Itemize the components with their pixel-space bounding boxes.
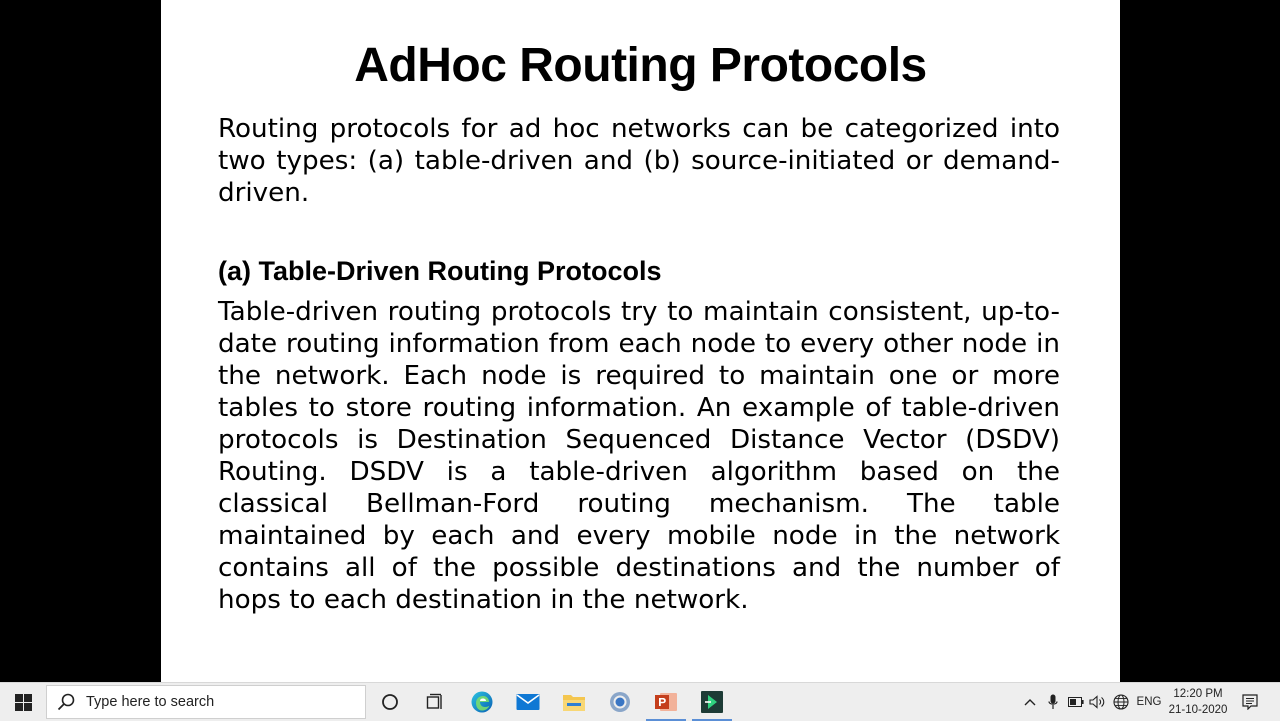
cortana-button[interactable] — [367, 683, 413, 721]
chrome-icon — [609, 691, 631, 713]
slide-intro-paragraph: Routing protocols for ad hoc networks can be categorized into two types: (a) table-driven and (b) source-initiated or demand-driven. — [218, 114, 1060, 208]
show-hidden-icons-button[interactable] — [1020, 683, 1040, 721]
mail-button[interactable] — [505, 683, 551, 721]
search-input[interactable] — [84, 693, 348, 711]
powerpoint-icon — [654, 691, 678, 713]
task-view-button[interactable] — [412, 683, 458, 721]
section-body-paragraph: Table-driven routing protocols try to maintain consistent, up-to-date routing information from each node to every other node in the network. Each node is required to maintain one or more tables to store routing information. An example of table-driven protocols is Destination Sequenced Distance Vector (DSDV) Routing. DSDV is a table-driven algorithm based on the classical Bellman-Ford routing mechanism. The table maintained by each and every mobile node in the network contains all of the possible destinations and the number of hops to each destination in the network. — [218, 297, 1060, 615]
slide — [161, 0, 1120, 682]
edge-icon — [470, 690, 494, 714]
notification-icon — [1242, 694, 1258, 710]
chrome-button[interactable] — [597, 683, 643, 721]
taskbar-search[interactable] — [46, 685, 366, 719]
clock[interactable] — [1164, 686, 1232, 718]
file-explorer-button[interactable] — [551, 683, 597, 721]
file-explorer-icon — [562, 692, 586, 712]
clock-time: 12:20 PM — [1173, 688, 1223, 700]
search-icon — [57, 693, 75, 711]
media-app-icon — [701, 691, 723, 713]
powerpoint-button[interactable] — [643, 683, 689, 721]
task-view-icon — [426, 693, 444, 711]
microphone-icon — [1048, 694, 1058, 710]
slide-title: AdHoc Routing Protocols — [354, 39, 927, 92]
action-center-button[interactable] — [1238, 683, 1262, 721]
input-language-indicator[interactable]: ENG — [1136, 696, 1162, 708]
taskbar — [0, 682, 1280, 721]
windows-logo-icon — [15, 694, 32, 711]
mail-icon — [516, 693, 540, 711]
volume-button[interactable] — [1087, 683, 1109, 721]
globe-icon — [1113, 694, 1129, 710]
chevron-up-icon — [1024, 698, 1036, 706]
network-button[interactable] — [1110, 683, 1132, 721]
clock-date: 21-10-2020 — [1168, 704, 1228, 716]
cortana-icon — [381, 693, 399, 711]
battery-button[interactable] — [1065, 683, 1087, 721]
microphone-button[interactable] — [1043, 683, 1063, 721]
battery-icon — [1068, 697, 1084, 707]
speaker-icon — [1089, 695, 1107, 709]
media-app-button[interactable] — [689, 683, 735, 721]
section-heading: (a) Table-Driven Routing Protocols — [218, 256, 662, 286]
start-button[interactable] — [0, 683, 46, 721]
edge-button[interactable] — [459, 683, 505, 721]
